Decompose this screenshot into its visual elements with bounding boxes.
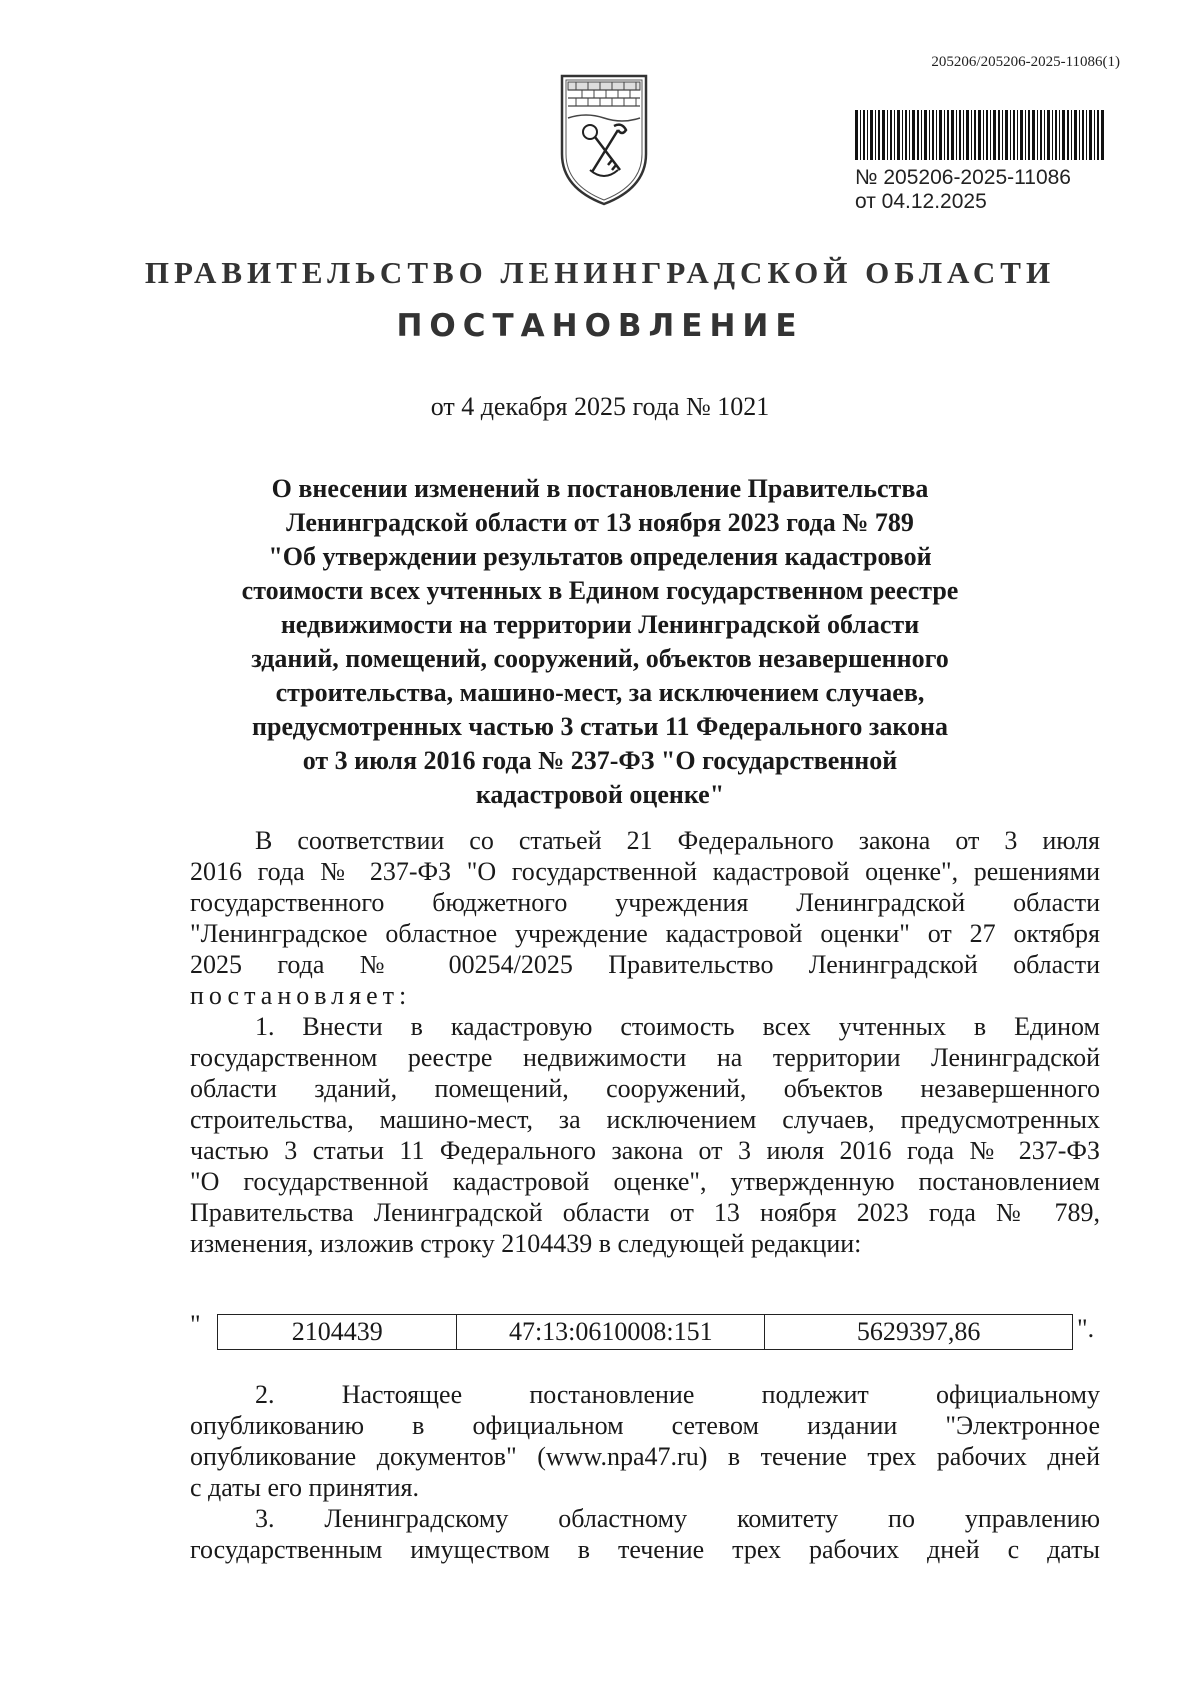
body-line: постановляет: [190, 981, 412, 1010]
document-type: ПОСТАНОВЛЕНИЕ [396, 308, 804, 344]
table-row [218, 1315, 1073, 1350]
body-line: опубликованию в официальном сетевом издании "Электронное [190, 1411, 1100, 1440]
body-line: "Ленинградское областное учреждение кадастровой оценки" от 27 октября [190, 919, 1100, 948]
subject-line: Ленинградской области от 13 ноября 2023 года № 789 [286, 508, 914, 537]
coat-of-arms-icon [556, 70, 652, 210]
open-quote: " [190, 1310, 201, 1339]
table-cell-cadastral-value: 5629397,86 [765, 1315, 1073, 1350]
body-line: с даты его принятия. [190, 1473, 419, 1502]
body-line: "О государственной кадастровой оценке", утвержденную постановлением [190, 1167, 1100, 1196]
body-line: Правительства Ленинградской области от 13 ноября 2023 года № 789, [190, 1198, 1100, 1227]
subject-line: стоимости всех учтенных в Едином государственном реестре [241, 576, 959, 605]
registration-number: № 205206-2025-11086 [855, 166, 1071, 189]
subject-line: "Об утверждении результатов определения кадастровой [268, 542, 932, 571]
close-quote: ". [1077, 1314, 1095, 1343]
body-line: 2. Настоящее постановление подлежит официальному [255, 1380, 1100, 1409]
subject-line: О внесении изменений в постановление Правительства [271, 474, 929, 503]
body-line: 2016 года № 237-ФЗ "О государственной кадастровой оценке", решениями [190, 857, 1100, 886]
document-subject [200, 472, 1000, 812]
subject-line: недвижимости на территории Ленинградской области [280, 610, 920, 639]
body-line: государственным имуществом в течение трех рабочих дней с даты [190, 1535, 1100, 1564]
data-table [217, 1314, 1073, 1350]
amendment-table [190, 1310, 1100, 1354]
body-paragraphs-2 [190, 1379, 1100, 1565]
body-line: государственном реестре недвижимости на территории Ленинградской [190, 1043, 1100, 1072]
barcode-block [855, 110, 1120, 214]
subject-line: предусмотренных частью 3 статьи 11 Федерального закона [252, 712, 948, 741]
body-line: строительства, машино-мест, за исключением случаев, предусмотренных [190, 1105, 1100, 1134]
subject-line: строительства, машино-мест, за исключением случаев, [275, 678, 925, 707]
body-line: опубликование документов" (www.npa47.ru) в течение трех рабочих дней [190, 1442, 1100, 1471]
registration-date: от 04.12.2025 [855, 190, 987, 213]
government-title: ПРАВИТЕЛЬСТВО ЛЕНИНГРАДСКОЙ ОБЛАСТИ [144, 255, 1056, 290]
document-id: 205206/205206-2025-11086(1) [931, 54, 1120, 70]
table-cell-row-number: 2104439 [218, 1315, 457, 1350]
subject-line: зданий, помещений, сооружений, объектов незавершенного [251, 644, 949, 673]
document-date: от 4 декабря 2025 года № 1021 [430, 392, 770, 421]
subject-line: от 3 июля 2016 года № 237-ФЗ "О государственной [302, 746, 898, 775]
body-line: изменения, изложив строку 2104439 в следующей редакции: [190, 1229, 862, 1258]
body-line: области зданий, помещений, сооружений, объектов незавершенного [190, 1074, 1100, 1103]
barcode-icon [855, 110, 1105, 160]
body-line: 3. Ленинградскому областному комитету по управлению [255, 1504, 1100, 1533]
body-line: частью 3 статьи 11 Федерального закона от 3 июля 2016 года № 237-ФЗ [190, 1136, 1100, 1165]
body-line: государственного бюджетного учреждения Ленинградской области [190, 888, 1100, 917]
body-paragraphs [190, 825, 1100, 1259]
table-cell-cadastral-number: 47:13:0610008:151 [457, 1315, 765, 1350]
body-line: В соответствии со статьей 21 Федерального закона от 3 июля [255, 826, 1100, 855]
body-line: 1. Внести в кадастровую стоимость всех учтенных в Едином [255, 1012, 1100, 1041]
subject-line: кадастровой оценке" [475, 780, 725, 809]
body-line: 2025 года № 00254/2025 Правительство Ленинградской области [190, 950, 1100, 979]
